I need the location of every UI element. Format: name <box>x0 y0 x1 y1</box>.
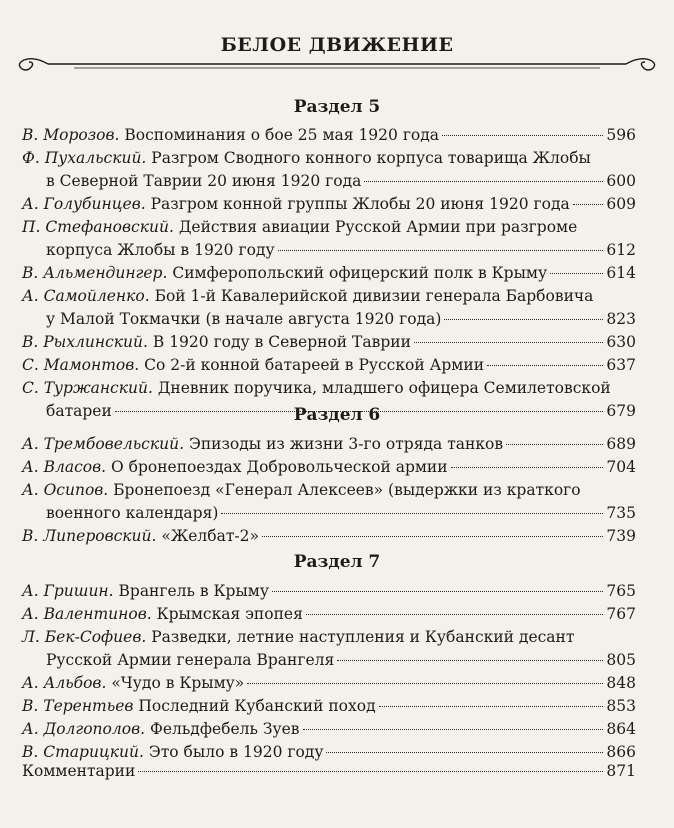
entry-title: Разведки, летние наступления и Кубанский десант <box>151 628 575 646</box>
running-header <box>0 34 674 56</box>
entry-title: Это было в 1920 году <box>148 743 324 761</box>
entry-title: Бронепоезд «Генерал Алексеев» (выдержки из краткого <box>113 481 581 499</box>
entry-author: В. Старицкий. <box>22 743 144 761</box>
dot-leader <box>442 135 603 136</box>
toc-entry-line <box>22 262 636 285</box>
entry-title: Крымская эпопея <box>156 605 303 623</box>
page-number: 704 <box>606 458 636 476</box>
toc-entry-line <box>22 285 636 308</box>
toc-entry-line <box>22 502 636 525</box>
section-heading: Раздел 5 <box>293 97 381 117</box>
dot-leader <box>506 444 603 445</box>
section-heading: Раздел 6 <box>293 405 381 425</box>
toc-entry-line <box>22 695 636 718</box>
toc-entry-line <box>22 124 636 147</box>
dot-leader <box>303 729 603 730</box>
entry-author: В. Терентьев <box>22 697 134 715</box>
dot-leader <box>221 513 603 514</box>
dot-leader <box>573 204 603 205</box>
entry-title: О бронепоездах Добровольческой армии <box>111 458 448 476</box>
entry-author: А. Альбов. <box>22 674 107 692</box>
entry-title: Русской Армии генерала Врангеля <box>46 651 335 669</box>
entry-author: П. Стефановский. <box>22 218 174 236</box>
entry-title: Со 2-й конной батареей в Русской Армии <box>144 356 485 374</box>
toc-entry-line <box>22 580 636 603</box>
dot-leader <box>414 342 603 343</box>
toc-section-6 <box>22 433 636 548</box>
toc-entry-line <box>22 147 636 170</box>
toc-entry[interactable] <box>22 695 636 718</box>
entry-author: А. Валентинов. <box>22 605 152 623</box>
toc-entry-line <box>22 718 636 741</box>
toc-section-5 <box>22 124 636 423</box>
dot-leader <box>444 319 603 320</box>
page-number: 612 <box>606 241 636 259</box>
dot-leader <box>306 614 603 615</box>
entry-author: А. Власов. <box>22 458 107 476</box>
toc-entry-line <box>22 603 636 626</box>
toc-entry[interactable] <box>22 124 636 147</box>
dot-leader <box>262 536 603 537</box>
dot-leader <box>451 467 603 468</box>
entry-title: «Чудо в Крыму» <box>111 674 245 692</box>
ornament-rule <box>14 54 660 74</box>
page-number: 866 <box>606 743 636 761</box>
toc-entry[interactable] <box>22 672 636 695</box>
page-number: 637 <box>606 356 636 374</box>
entry-title: Эпизоды из жизни 3-го отряда танков <box>188 435 504 453</box>
toc-entry[interactable] <box>22 147 636 193</box>
toc-entry-line <box>22 308 636 331</box>
page-number: 767 <box>606 605 636 623</box>
page-number: 614 <box>606 264 636 282</box>
page-number: 864 <box>606 720 636 738</box>
entry-title: «Желбат-2» <box>161 527 260 545</box>
entry-title: в Северной Таврии 20 июня 1920 года <box>46 172 362 190</box>
page-number: 689 <box>606 435 636 453</box>
page-number: 609 <box>606 195 636 213</box>
entry-title: военного календаря) <box>46 504 219 522</box>
page-number: 853 <box>606 697 636 715</box>
toc-entry[interactable] <box>22 216 636 262</box>
dot-leader <box>379 706 603 707</box>
toc-entry[interactable] <box>22 580 636 603</box>
entry-author: А. Голубинцев. <box>22 195 146 213</box>
dot-leader <box>326 752 603 753</box>
page-number: 805 <box>606 651 636 669</box>
entry-author: А. Долгополов. <box>22 720 146 738</box>
entry-title: корпуса Жлобы в 1920 году <box>46 241 275 259</box>
dot-leader <box>278 250 603 251</box>
toc-entry[interactable] <box>22 331 636 354</box>
entry-author: В. Рыхлинский. <box>22 333 148 351</box>
page-number: 739 <box>606 527 636 545</box>
toc-entry-line <box>22 626 636 649</box>
entry-title: Врангель в Крыму <box>118 582 269 600</box>
entry-author: А. Трембовельский. <box>22 435 185 453</box>
toc-entry-line <box>22 170 636 193</box>
toc-entry-line <box>22 649 636 672</box>
entry-title: батареи <box>46 402 112 420</box>
toc-entry-line <box>22 354 636 377</box>
toc-entry[interactable] <box>22 626 636 672</box>
toc-entry[interactable] <box>22 354 636 377</box>
page-number: 765 <box>606 582 636 600</box>
toc-entry-line <box>22 331 636 354</box>
page-number: 630 <box>606 333 636 351</box>
entry-author: В. Альмендингер. <box>22 264 168 282</box>
page-number: 848 <box>606 674 636 692</box>
dot-leader <box>487 365 603 366</box>
dot-leader <box>272 591 603 592</box>
dot-leader <box>138 771 603 772</box>
entry-title: Воспоминания о бое 25 мая 1920 года <box>124 126 440 144</box>
entry-title: Действия авиации Русской Армии при разгроме <box>178 218 578 236</box>
toc-entry-line <box>22 672 636 695</box>
toc-entry[interactable] <box>22 433 636 456</box>
page-number: 735 <box>606 504 636 522</box>
toc-entry-line <box>22 479 636 502</box>
entry-title: Фельдфебель Зуев <box>149 720 300 738</box>
dot-leader <box>364 181 603 182</box>
page-number: 871 <box>606 762 636 780</box>
page-number: 679 <box>606 402 636 420</box>
dot-leader <box>337 660 603 661</box>
entry-author: А. Осипов. <box>22 481 109 499</box>
entry-title: Разгром Сводного конного корпуса товарища Жлобы <box>151 149 591 167</box>
toc-entry[interactable] <box>22 603 636 626</box>
comments-label: Комментарии <box>22 762 136 780</box>
toc-entry-line <box>22 456 636 479</box>
toc-entry-line <box>22 525 636 548</box>
toc-entry-line <box>22 377 636 400</box>
toc-entry[interactable] <box>22 479 636 525</box>
entry-title: В 1920 году в Северной Таврии <box>152 333 411 351</box>
entry-title: у Малой Токмачки (в начале августа 1920 года) <box>46 310 442 328</box>
toc-entry[interactable] <box>22 285 636 331</box>
page-number: 823 <box>606 310 636 328</box>
book-title: БЕЛОЕ ДВИЖЕНИЕ <box>220 34 454 56</box>
entry-title: Симферопольский офицерский полк в Крыму <box>172 264 548 282</box>
toc-entry-line <box>22 433 636 456</box>
toc-section-7 <box>22 580 636 764</box>
toc-entry[interactable] <box>22 718 636 741</box>
entry-author: Ф. Пухальский. <box>22 149 147 167</box>
dot-leader <box>247 683 603 684</box>
entry-title: Разгром конной группы Жлобы 20 июня 1920 года <box>150 195 570 213</box>
entry-author: А. Самойленко. <box>22 287 150 305</box>
page-number: 600 <box>606 172 636 190</box>
toc-entry-line <box>22 193 636 216</box>
entry-author: В. Морозов. <box>22 126 120 144</box>
toc-entry[interactable] <box>22 456 636 479</box>
entry-title: Бой 1-й Кавалерийской дивизии генерала Барбовича <box>154 287 594 305</box>
dot-leader <box>550 273 603 274</box>
toc-entry[interactable] <box>22 262 636 285</box>
entry-title: Дневник поручика, младшего офицера Семилетовской <box>157 379 611 397</box>
toc-entry[interactable] <box>22 193 636 216</box>
entry-author: А. Гришин. <box>22 582 114 600</box>
toc-entry-comments[interactable] <box>22 760 636 783</box>
entry-author: С. Мамонтов. <box>22 356 140 374</box>
section-heading: Раздел 7 <box>293 552 381 572</box>
toc-entry-line <box>22 216 636 239</box>
entry-author: С. Туржанский. <box>22 379 153 397</box>
toc-entry-line <box>22 239 636 262</box>
page-number: 596 <box>606 126 636 144</box>
entry-author: В. Липеровский. <box>22 527 157 545</box>
entry-title: Последний Кубанский поход <box>138 697 376 715</box>
entry-author: Л. Бек-Софиев. <box>22 628 147 646</box>
toc-entry[interactable] <box>22 525 636 548</box>
